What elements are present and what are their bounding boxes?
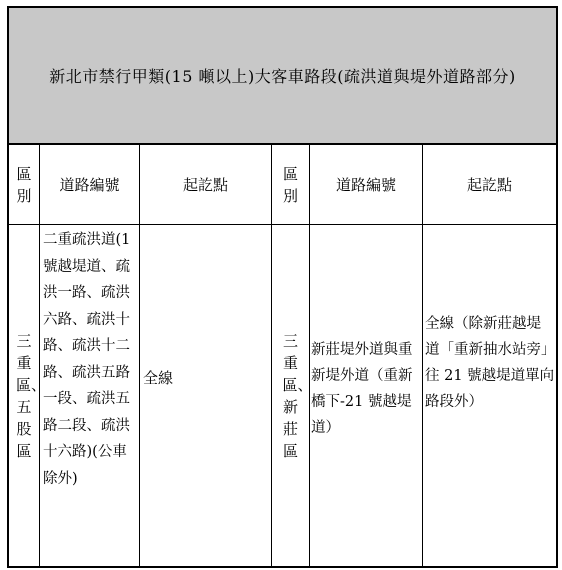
- header-range-left: [140, 146, 271, 224]
- row1-district-text: 三重區、五股區: [16, 331, 47, 460]
- row1-road: [43, 227, 135, 564]
- row2-range-text: 全線（除新莊越堤道「重新抽水站旁」往 21 號越堤道單向路段外）: [425, 316, 555, 410]
- row2-road: [311, 337, 421, 457]
- header-district-right: [272, 146, 309, 224]
- header-road-left-text: 道路編號: [59, 176, 120, 194]
- regulation-table: [7, 6, 558, 568]
- row1-range: [143, 365, 269, 395]
- header-range-left-text: 起訖點: [182, 176, 228, 194]
- row2-road-text: 新莊堤外道與重新堤外道（重新橋下-21 號越堤道）: [311, 342, 413, 436]
- header-road-left: [40, 146, 139, 224]
- row2-district: [272, 225, 313, 566]
- row2-district-text: 三重區、新莊區: [282, 331, 313, 460]
- header-district-left-text: 區別: [16, 165, 32, 205]
- header-range-right-text: 起訖點: [466, 176, 512, 194]
- row2-range: [425, 311, 555, 451]
- header-road-right: [310, 146, 422, 224]
- header-range-right: [423, 146, 556, 224]
- header-district-left: [9, 146, 39, 224]
- header-district-right-text: 區別: [282, 165, 298, 205]
- row1-road-text: 二重疏洪道(1 號越堤道、疏洪一路、疏洪六路、疏洪十路、疏洪十二路、疏洪五路一段、疏洪五路二段、疏洪十六路)(公車除外): [43, 232, 131, 487]
- header-road-right-text: 道路編號: [335, 176, 396, 194]
- table-title: 新北市禁行甲類(15 噸以上)大客車路段(疏洪道與堤外道路部分): [49, 67, 516, 86]
- row1-district: [9, 225, 47, 566]
- row1-range-text: 全線: [143, 369, 174, 387]
- table-title-band: [9, 8, 556, 145]
